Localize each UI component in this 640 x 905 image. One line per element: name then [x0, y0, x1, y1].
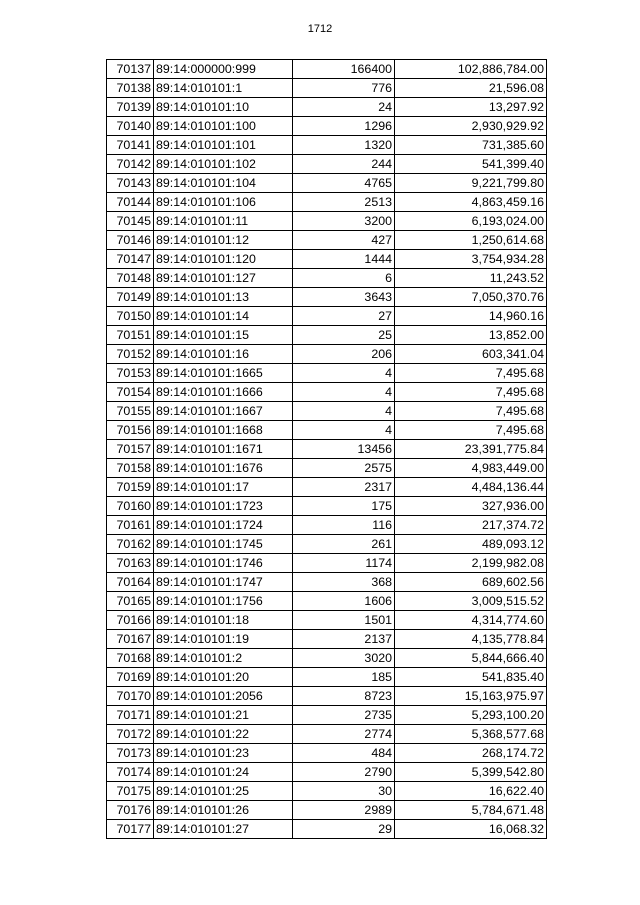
table-row	[107, 478, 547, 497]
table-row	[107, 592, 547, 611]
area-cell: 776	[293, 79, 395, 98]
cadastral-value-cell: 16,068.32	[395, 820, 547, 839]
area-cell: 206	[293, 345, 395, 364]
row-id-cell: 70164	[107, 573, 154, 592]
table-row	[107, 573, 547, 592]
table-row	[107, 288, 547, 307]
cadastral-value-cell: 689,602.56	[395, 573, 547, 592]
cadastral-number-cell: 89:14:010101:1746	[154, 554, 293, 573]
cadastral-number-cell: 89:14:010101:104	[154, 174, 293, 193]
area-cell: 2513	[293, 193, 395, 212]
table-row	[107, 782, 547, 801]
cadastral-value-cell: 7,495.68	[395, 402, 547, 421]
area-cell: 2989	[293, 801, 395, 820]
cadastral-value-cell: 5,844,666.40	[395, 649, 547, 668]
row-id-cell: 70171	[107, 706, 154, 725]
row-id-cell: 70168	[107, 649, 154, 668]
cadastral-value-cell: 2,199,982.08	[395, 554, 547, 573]
cadastral-value-cell: 11,243.52	[395, 269, 547, 288]
row-id-cell: 70161	[107, 516, 154, 535]
table-row	[107, 136, 547, 155]
area-cell: 27	[293, 307, 395, 326]
row-id-cell: 70149	[107, 288, 154, 307]
area-cell: 244	[293, 155, 395, 174]
table-row	[107, 763, 547, 782]
cadastral-number-cell: 89:14:010101:2056	[154, 687, 293, 706]
row-id-cell: 70155	[107, 402, 154, 421]
cadastral-number-cell: 89:14:010101:19	[154, 630, 293, 649]
table-row	[107, 516, 547, 535]
cadastral-value-cell: 15,163,975.97	[395, 687, 547, 706]
row-id-cell: 70146	[107, 231, 154, 250]
table-row	[107, 60, 547, 79]
table-row	[107, 535, 547, 554]
table-row	[107, 820, 547, 839]
area-cell: 4	[293, 402, 395, 421]
cadastral-value-cell: 6,193,024.00	[395, 212, 547, 231]
table-row	[107, 421, 547, 440]
area-cell: 24	[293, 98, 395, 117]
cadastral-number-cell: 89:14:010101:10	[154, 98, 293, 117]
cadastral-number-cell: 89:14:010101:1671	[154, 440, 293, 459]
row-id-cell: 70174	[107, 763, 154, 782]
cadastral-number-cell: 89:14:010101:1676	[154, 459, 293, 478]
table-row	[107, 459, 547, 478]
table-row	[107, 402, 547, 421]
area-cell: 1444	[293, 250, 395, 269]
table-row	[107, 706, 547, 725]
cadastral-number-cell: 89:14:010101:14	[154, 307, 293, 326]
cadastral-value-cell: 489,093.12	[395, 535, 547, 554]
cadastral-value-cell: 13,852.00	[395, 326, 547, 345]
cadastral-number-cell: 89:14:010101:13	[154, 288, 293, 307]
cadastral-number-cell: 89:14:010101:1	[154, 79, 293, 98]
table-row	[107, 345, 547, 364]
area-cell: 185	[293, 668, 395, 687]
area-cell: 368	[293, 573, 395, 592]
row-id-cell: 70156	[107, 421, 154, 440]
cadastral-value-cell: 7,495.68	[395, 421, 547, 440]
area-cell: 2317	[293, 478, 395, 497]
row-id-cell: 70143	[107, 174, 154, 193]
cadastral-value-cell: 13,297.92	[395, 98, 547, 117]
table-row	[107, 668, 547, 687]
area-cell: 2774	[293, 725, 395, 744]
area-cell: 1296	[293, 117, 395, 136]
table-row	[107, 744, 547, 763]
table-row	[107, 611, 547, 630]
cadastral-number-cell: 89:14:010101:24	[154, 763, 293, 782]
cadastral-number-cell: 89:14:010101:102	[154, 155, 293, 174]
table-row	[107, 440, 547, 459]
area-cell: 116	[293, 516, 395, 535]
table-row	[107, 231, 547, 250]
cadastral-value-table	[106, 59, 547, 839]
area-cell: 4	[293, 364, 395, 383]
table-row	[107, 212, 547, 231]
cadastral-number-cell: 89:14:000000:999	[154, 60, 293, 79]
cadastral-value-cell: 2,930,929.92	[395, 117, 547, 136]
row-id-cell: 70145	[107, 212, 154, 231]
cadastral-number-cell: 89:14:010101:18	[154, 611, 293, 630]
cadastral-number-cell: 89:14:010101:1756	[154, 592, 293, 611]
cadastral-value-cell: 217,374.72	[395, 516, 547, 535]
cadastral-value-cell: 9,221,799.80	[395, 174, 547, 193]
cadastral-value-cell: 268,174.72	[395, 744, 547, 763]
table-row	[107, 725, 547, 744]
area-cell: 1174	[293, 554, 395, 573]
cadastral-value-cell: 4,484,136.44	[395, 478, 547, 497]
cadastral-value-cell: 4,135,778.84	[395, 630, 547, 649]
cadastral-value-cell: 5,293,100.20	[395, 706, 547, 725]
row-id-cell: 70160	[107, 497, 154, 516]
cadastral-value-cell: 4,314,774.60	[395, 611, 547, 630]
area-cell: 3200	[293, 212, 395, 231]
area-cell: 261	[293, 535, 395, 554]
row-id-cell: 70137	[107, 60, 154, 79]
cadastral-value-cell: 23,391,775.84	[395, 440, 547, 459]
table-row	[107, 801, 547, 820]
cadastral-value-cell: 7,495.68	[395, 364, 547, 383]
table-row	[107, 193, 547, 212]
cadastral-number-cell: 89:14:010101:1668	[154, 421, 293, 440]
row-id-cell: 70152	[107, 345, 154, 364]
row-id-cell: 70166	[107, 611, 154, 630]
cadastral-number-cell: 89:14:010101:2	[154, 649, 293, 668]
page-number: 1712	[307, 23, 333, 35]
area-cell: 4765	[293, 174, 395, 193]
cadastral-number-cell: 89:14:010101:101	[154, 136, 293, 155]
area-cell: 166400	[293, 60, 395, 79]
table-row	[107, 364, 547, 383]
area-cell: 3643	[293, 288, 395, 307]
cadastral-value-cell: 4,863,459.16	[395, 193, 547, 212]
row-id-cell: 70147	[107, 250, 154, 269]
cadastral-number-cell: 89:14:010101:20	[154, 668, 293, 687]
area-cell: 4	[293, 383, 395, 402]
table-row	[107, 554, 547, 573]
area-cell: 427	[293, 231, 395, 250]
cadastral-value-cell: 4,983,449.00	[395, 459, 547, 478]
row-id-cell: 70153	[107, 364, 154, 383]
area-cell: 13456	[293, 440, 395, 459]
row-id-cell: 70158	[107, 459, 154, 478]
table-row	[107, 497, 547, 516]
row-id-cell: 70175	[107, 782, 154, 801]
area-cell: 3020	[293, 649, 395, 668]
area-cell: 30	[293, 782, 395, 801]
cadastral-number-cell: 89:14:010101:106	[154, 193, 293, 212]
row-id-cell: 70157	[107, 440, 154, 459]
area-cell: 4	[293, 421, 395, 440]
row-id-cell: 70173	[107, 744, 154, 763]
cadastral-number-cell: 89:14:010101:127	[154, 269, 293, 288]
row-id-cell: 70163	[107, 554, 154, 573]
cadastral-number-cell: 89:14:010101:1724	[154, 516, 293, 535]
area-cell: 1606	[293, 592, 395, 611]
table-row	[107, 155, 547, 174]
cadastral-number-cell: 89:14:010101:17	[154, 478, 293, 497]
row-id-cell: 70151	[107, 326, 154, 345]
area-cell: 2790	[293, 763, 395, 782]
area-cell: 2137	[293, 630, 395, 649]
cadastral-number-cell: 89:14:010101:22	[154, 725, 293, 744]
cadastral-value-cell: 541,835.40	[395, 668, 547, 687]
row-id-cell: 70144	[107, 193, 154, 212]
area-cell: 1320	[293, 136, 395, 155]
area-cell: 1501	[293, 611, 395, 630]
row-id-cell: 70138	[107, 79, 154, 98]
cadastral-number-cell: 89:14:010101:15	[154, 326, 293, 345]
table-row	[107, 630, 547, 649]
cadastral-number-cell: 89:14:010101:1747	[154, 573, 293, 592]
row-id-cell: 70139	[107, 98, 154, 117]
cadastral-value-cell: 102,886,784.00	[395, 60, 547, 79]
cadastral-number-cell: 89:14:010101:1665	[154, 364, 293, 383]
cadastral-number-cell: 89:14:010101:26	[154, 801, 293, 820]
row-id-cell: 70177	[107, 820, 154, 839]
cadastral-number-cell: 89:14:010101:11	[154, 212, 293, 231]
row-id-cell: 70169	[107, 668, 154, 687]
cadastral-number-cell: 89:14:010101:12	[154, 231, 293, 250]
area-cell: 29	[293, 820, 395, 839]
cadastral-number-cell: 89:14:010101:21	[154, 706, 293, 725]
row-id-cell: 70170	[107, 687, 154, 706]
cadastral-value-cell: 327,936.00	[395, 497, 547, 516]
row-id-cell: 70162	[107, 535, 154, 554]
table-row	[107, 687, 547, 706]
cadastral-value-cell: 16,622.40	[395, 782, 547, 801]
cadastral-value-cell: 14,960.16	[395, 307, 547, 326]
table-row	[107, 174, 547, 193]
cadastral-number-cell: 89:14:010101:16	[154, 345, 293, 364]
cadastral-value-cell: 731,385.60	[395, 136, 547, 155]
table-row	[107, 307, 547, 326]
cadastral-number-cell: 89:14:010101:25	[154, 782, 293, 801]
table-row	[107, 326, 547, 345]
row-id-cell: 70159	[107, 478, 154, 497]
table-row	[107, 250, 547, 269]
row-id-cell: 70176	[107, 801, 154, 820]
cadastral-value-cell: 5,784,671.48	[395, 801, 547, 820]
row-id-cell: 70141	[107, 136, 154, 155]
row-id-cell: 70140	[107, 117, 154, 136]
area-cell: 6	[293, 269, 395, 288]
cadastral-number-cell: 89:14:010101:100	[154, 117, 293, 136]
table-row	[107, 117, 547, 136]
area-cell: 2735	[293, 706, 395, 725]
area-cell: 8723	[293, 687, 395, 706]
cadastral-value-cell: 7,050,370.76	[395, 288, 547, 307]
table-row	[107, 98, 547, 117]
row-id-cell: 70142	[107, 155, 154, 174]
cadastral-number-cell: 89:14:010101:120	[154, 250, 293, 269]
cadastral-value-cell: 541,399.40	[395, 155, 547, 174]
cadastral-number-cell: 89:14:010101:27	[154, 820, 293, 839]
table-row	[107, 79, 547, 98]
row-id-cell: 70150	[107, 307, 154, 326]
table-row	[107, 649, 547, 668]
cadastral-number-cell: 89:14:010101:1667	[154, 402, 293, 421]
cadastral-value-cell: 7,495.68	[395, 383, 547, 402]
cadastral-value-cell: 3,009,515.52	[395, 592, 547, 611]
area-cell: 484	[293, 744, 395, 763]
row-id-cell: 70165	[107, 592, 154, 611]
cadastral-number-cell: 89:14:010101:1723	[154, 497, 293, 516]
cadastral-value-cell: 5,399,542.80	[395, 763, 547, 782]
row-id-cell: 70167	[107, 630, 154, 649]
table-body	[107, 60, 547, 839]
cadastral-value-cell: 3,754,934.28	[395, 250, 547, 269]
cadastral-number-cell: 89:14:010101:23	[154, 744, 293, 763]
cadastral-number-cell: 89:14:010101:1666	[154, 383, 293, 402]
area-cell: 175	[293, 497, 395, 516]
area-cell: 25	[293, 326, 395, 345]
row-id-cell: 70154	[107, 383, 154, 402]
table-row	[107, 383, 547, 402]
cadastral-number-cell: 89:14:010101:1745	[154, 535, 293, 554]
table-row	[107, 269, 547, 288]
row-id-cell: 70172	[107, 725, 154, 744]
cadastral-value-cell: 21,596.08	[395, 79, 547, 98]
area-cell: 2575	[293, 459, 395, 478]
cadastral-value-cell: 1,250,614.68	[395, 231, 547, 250]
cadastral-value-cell: 5,368,577.68	[395, 725, 547, 744]
row-id-cell: 70148	[107, 269, 154, 288]
cadastral-value-cell: 603,341.04	[395, 345, 547, 364]
